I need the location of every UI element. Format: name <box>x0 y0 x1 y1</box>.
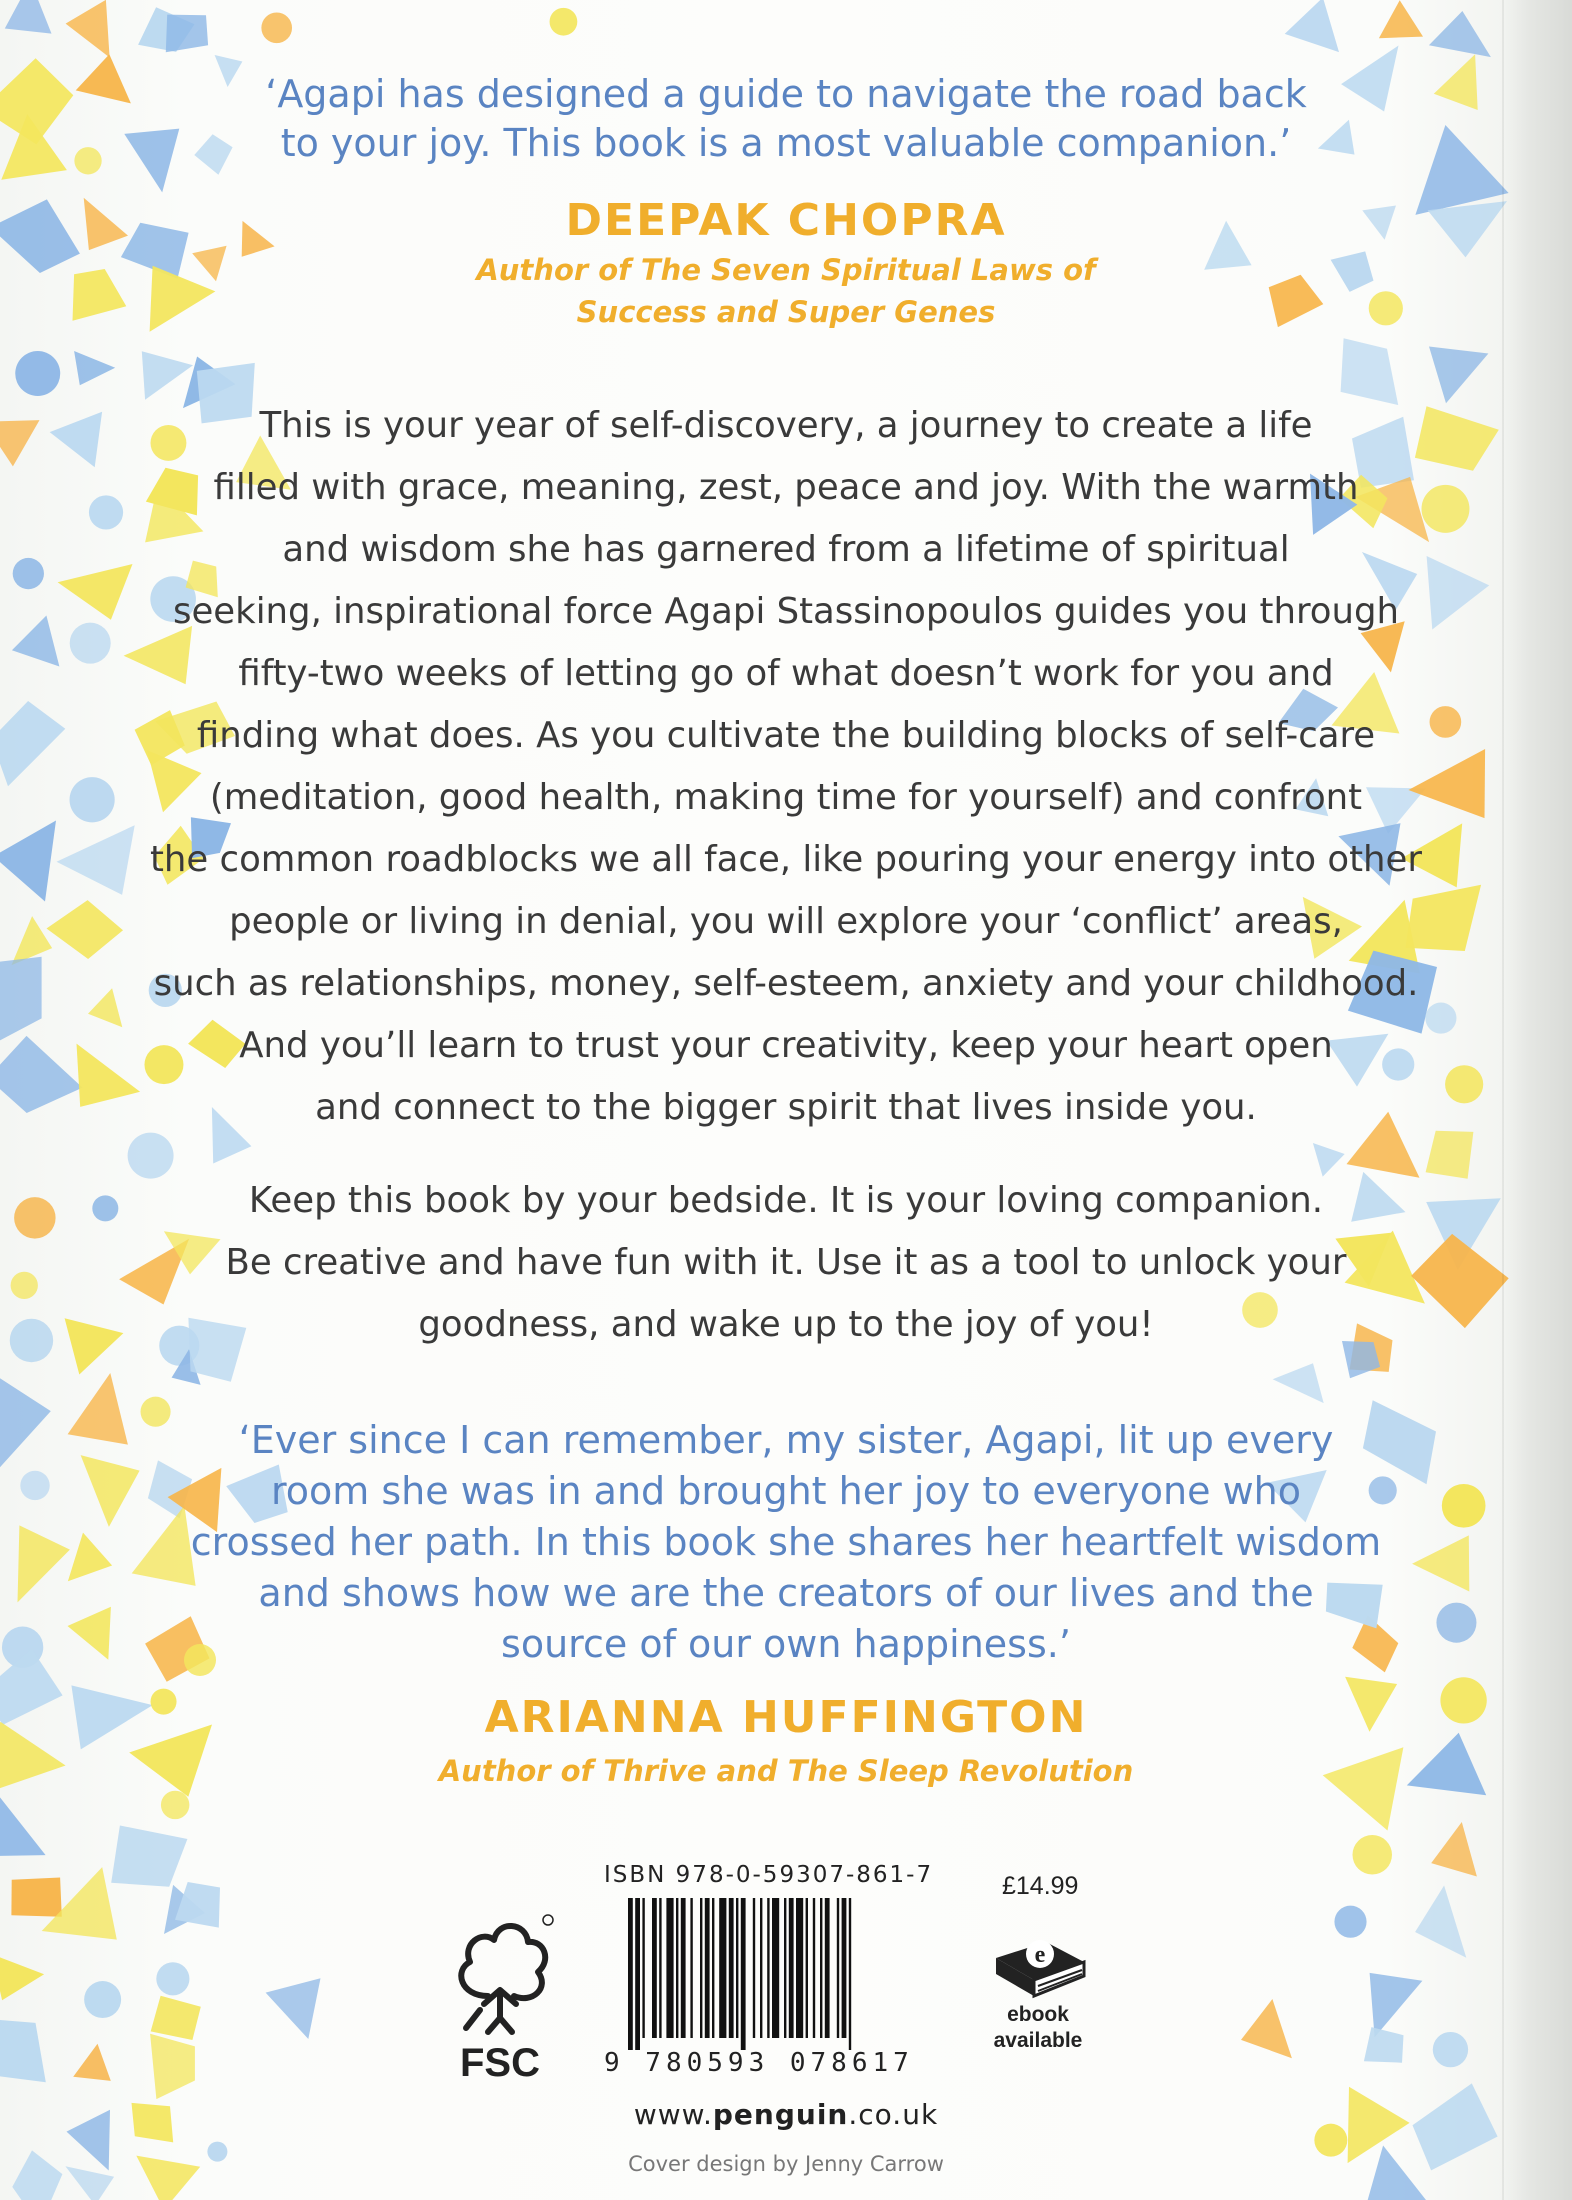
publisher-website <box>0 2098 1572 2131</box>
blurb-line: the common roadblocks we all face, like pouring your energy into other <box>150 839 1422 880</box>
price-label: £14.99 <box>1002 1872 1079 1900</box>
top-endorser-credit <box>0 249 1572 333</box>
bottom-endorser-credit <box>0 1750 1572 1792</box>
ebook-label-line: ebook <box>1007 2003 1069 2026</box>
quote-line: and shows how we are the creators of our lives and the <box>258 1571 1314 1615</box>
endorser-name: DEEPAK CHOPRA <box>565 195 1007 246</box>
blurb-line: (meditation, good health, making time for yourself) and confront <box>209 777 1363 818</box>
ebook-label-line: available <box>993 2029 1083 2052</box>
quote-line: ‘Ever since I can remember, my sister, Agapi, lit up every <box>238 1418 1334 1462</box>
blurb-line: fifty-two weeks of letting go of what doesn’t work for you and <box>238 653 1334 694</box>
quote-line: room she was in and brought her joy to everyone who <box>270 1469 1301 1513</box>
bottom-endorsement-quote <box>0 1415 1572 1670</box>
barcode-icon <box>628 1898 928 2050</box>
blurb-paragraph-1 <box>0 395 1572 1139</box>
blurb-line: and wisdom she has garnered from a lifetime of spiritual <box>282 529 1290 570</box>
blurb-line: goodness, and wake up to the joy of you! <box>418 1304 1154 1345</box>
barcode-block <box>600 1862 940 2092</box>
isbn-label: ISBN 978-0-59307-861-7 <box>604 1862 934 1888</box>
quote-line: crossed her path. In this book she shares her heartfelt wisdom <box>190 1520 1382 1564</box>
credit-line: Author of Thrive and The Sleep Revolution <box>438 1754 1134 1788</box>
cover-design-credit: Cover design by Jenny Carrow <box>628 2152 944 2176</box>
blurb-line: seeking, inspirational force Agapi Stassinopoulos guides you through <box>172 591 1400 632</box>
blurb-line: people or living in denial, you will explore your ‘conflict’ areas, <box>229 901 1343 942</box>
quote-line: to your joy. This book is a most valuable companion.’ <box>280 121 1292 165</box>
blurb-line: such as relationships, money, self-esteem, anxiety and your childhood. <box>153 963 1419 1004</box>
blurb-line: Keep this book by your bedside. It is your loving companion. <box>248 1180 1324 1221</box>
endorser-name: ARIANNA HUFFINGTON <box>484 1692 1088 1743</box>
ebook-book-icon <box>990 1918 1090 2000</box>
svg-text:e: e <box>1034 1942 1046 1968</box>
top-endorsement-quote <box>0 70 1572 168</box>
website-brand: penguin <box>712 2098 849 2131</box>
website-suffix: .co.uk <box>848 2098 939 2131</box>
quote-line: source of our own happiness.’ <box>501 1622 1071 1666</box>
fsc-tree-logo-icon <box>440 1900 560 2080</box>
blurb-line: This is your year of self-discovery, a journey to create a life <box>259 405 1313 446</box>
credit-line: Success and Super Genes <box>576 295 996 329</box>
quote-line: ‘Agapi has designed a guide to navigate the road back <box>265 72 1307 116</box>
blurb-line: Be creative and have fun with it. Use it as a tool to unlock your <box>225 1242 1347 1283</box>
ebook-available-label <box>978 2002 1098 2054</box>
top-endorser-name-block <box>0 195 1572 246</box>
blurb-line: and connect to the bigger spirit that lives inside you. <box>315 1087 1257 1128</box>
website-prefix: www. <box>633 2098 713 2131</box>
blurb-line: filled with grace, meaning, zest, peace and joy. With the warmth <box>213 467 1359 508</box>
blurb-paragraph-2 <box>0 1170 1572 1356</box>
fsc-text: FSC <box>460 2041 540 2080</box>
bottom-endorser-name-block <box>0 1692 1572 1743</box>
credit-line: Author of The Seven Spiritual Laws of <box>476 253 1096 287</box>
blurb-line: And you’ll learn to trust your creativity, keep your heart open <box>239 1025 1333 1066</box>
barcode-digits: 9 780593 078617 <box>604 2048 914 2078</box>
blurb-line: finding what does. As you cultivate the building blocks of self-care <box>196 715 1376 756</box>
